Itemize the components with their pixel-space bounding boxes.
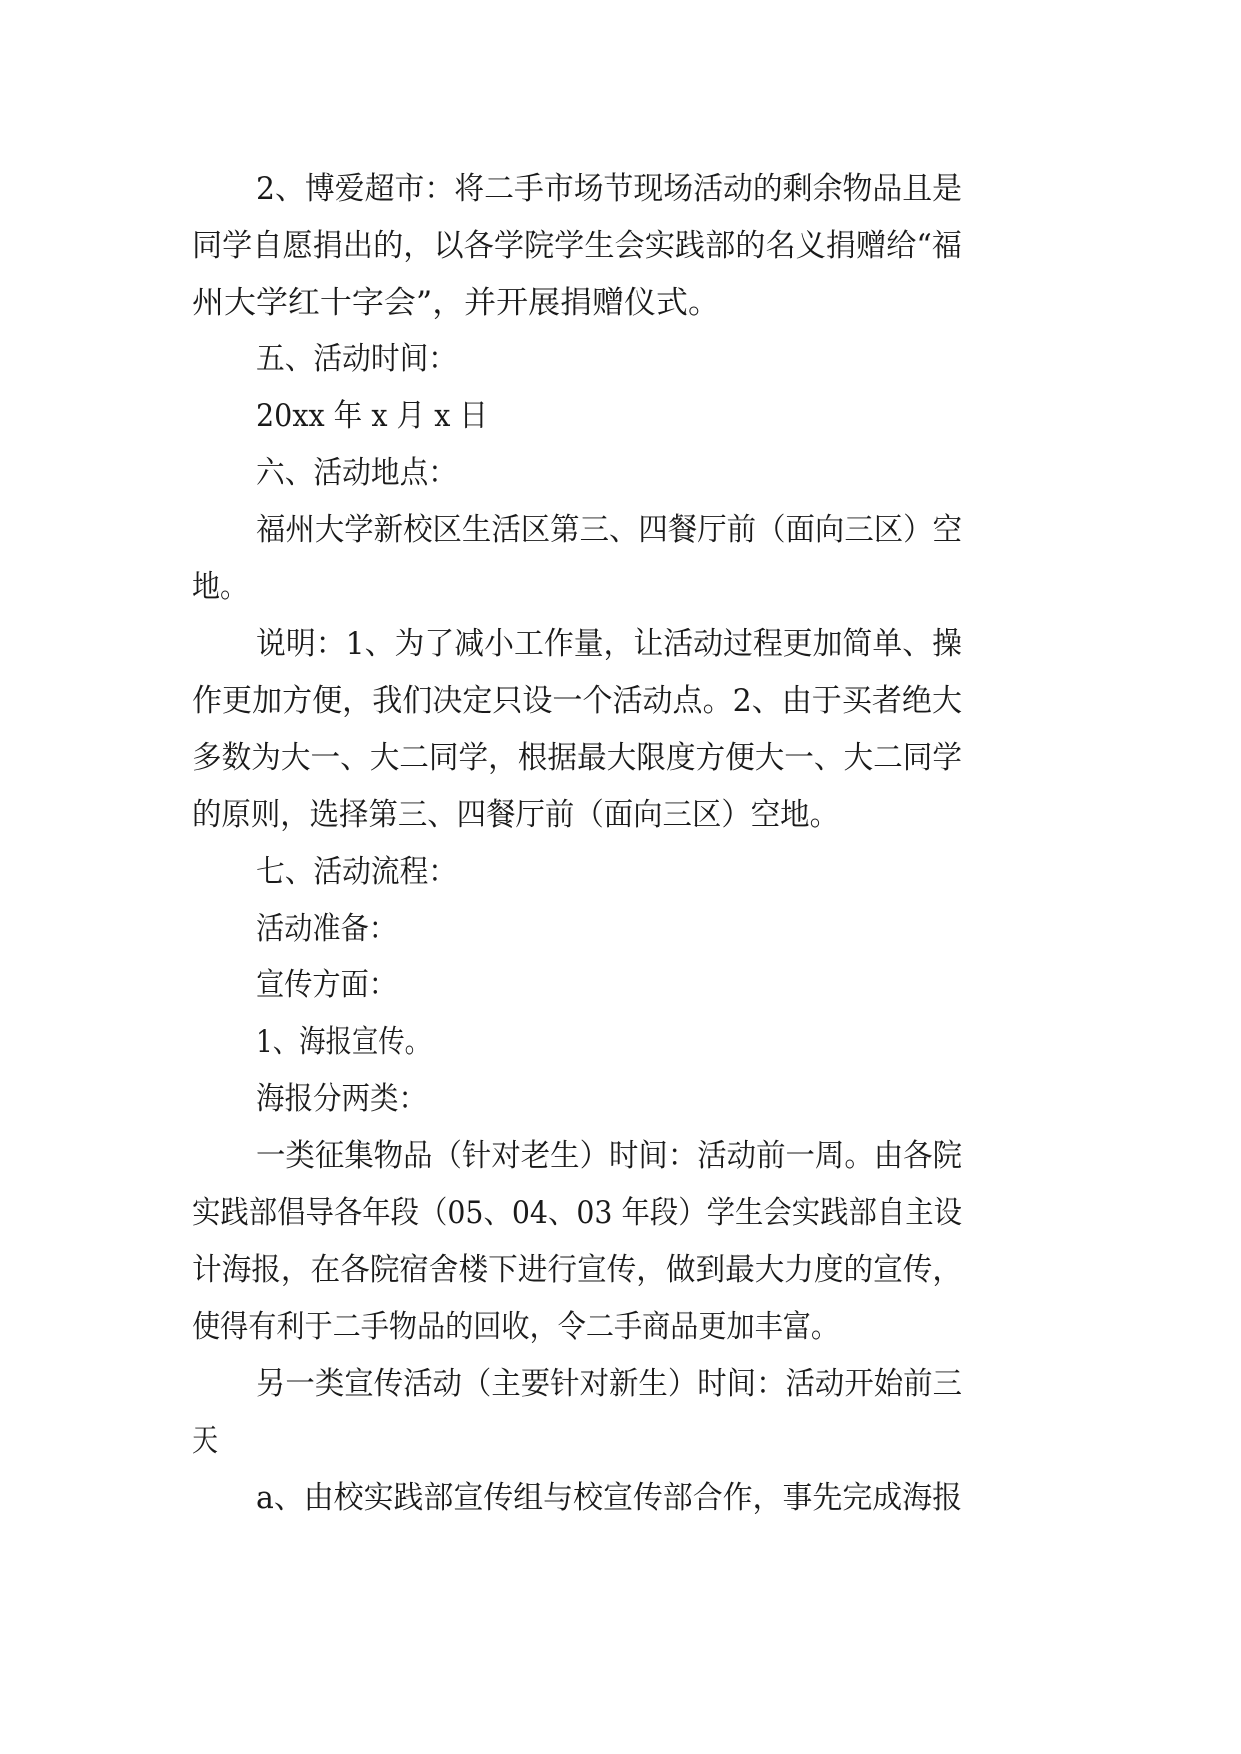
text-line: 福州大学新校区生活区第三、四餐厅前（面向三区）空 (256, 512, 962, 548)
text-line: 地。 (192, 569, 248, 605)
section-heading: 六、活动地点： (256, 455, 457, 491)
text-line: 活动准备： (256, 911, 397, 947)
text-line: 州大学红十字会”，并开展捐赠仪式。 (192, 285, 720, 321)
text-line: 实践部倡导各年段（05、04、03 年段）学生会实践部自主设 (192, 1195, 962, 1231)
text-line: 海报分两类： (256, 1081, 427, 1117)
text-line: 天 (192, 1423, 218, 1459)
text-line: 说明：1、为了减小工作量，让活动过程更加简单、操 (256, 626, 962, 662)
text-line: 一类征集物品（针对老生）时间：活动前一周。由各院 (256, 1138, 962, 1174)
section-heading: 七、活动流程： (256, 854, 457, 890)
text-line: 1、海报宣传。 (256, 1024, 431, 1060)
text-line: 的原则，选择第三、四餐厅前（面向三区）空地。 (192, 797, 839, 833)
text-line: 2、博爱超市：将二手市场节现场活动的剩余物品且是 (256, 171, 962, 207)
text-line: 20xx 年 x 月 x 日 (256, 398, 488, 434)
text-line: 宣传方面： (256, 967, 397, 1003)
text-line: 计海报，在各院宿舍楼下进行宣传，做到最大力度的宣传， (192, 1252, 962, 1288)
text-line: 使得有利于二手物品的回收，令二手商品更加丰富。 (192, 1309, 839, 1345)
text-line: a、由校实践部宣传组与校宣传部合作，事先完成海报 (256, 1480, 962, 1516)
text-line: 多数为大一、大二同学，根据最大限度方便大一、大二同学 (192, 740, 962, 776)
text-line: 同学自愿捐出的，以各学院学生会实践部的名义捐赠给“福 (192, 228, 962, 264)
text-line: 另一类宣传活动（主要针对新生）时间：活动开始前三 (256, 1366, 962, 1402)
section-heading: 五、活动时间： (256, 341, 457, 377)
text-line: 作更加方便，我们决定只设一个活动点。2、由于买者绝大 (192, 683, 962, 719)
